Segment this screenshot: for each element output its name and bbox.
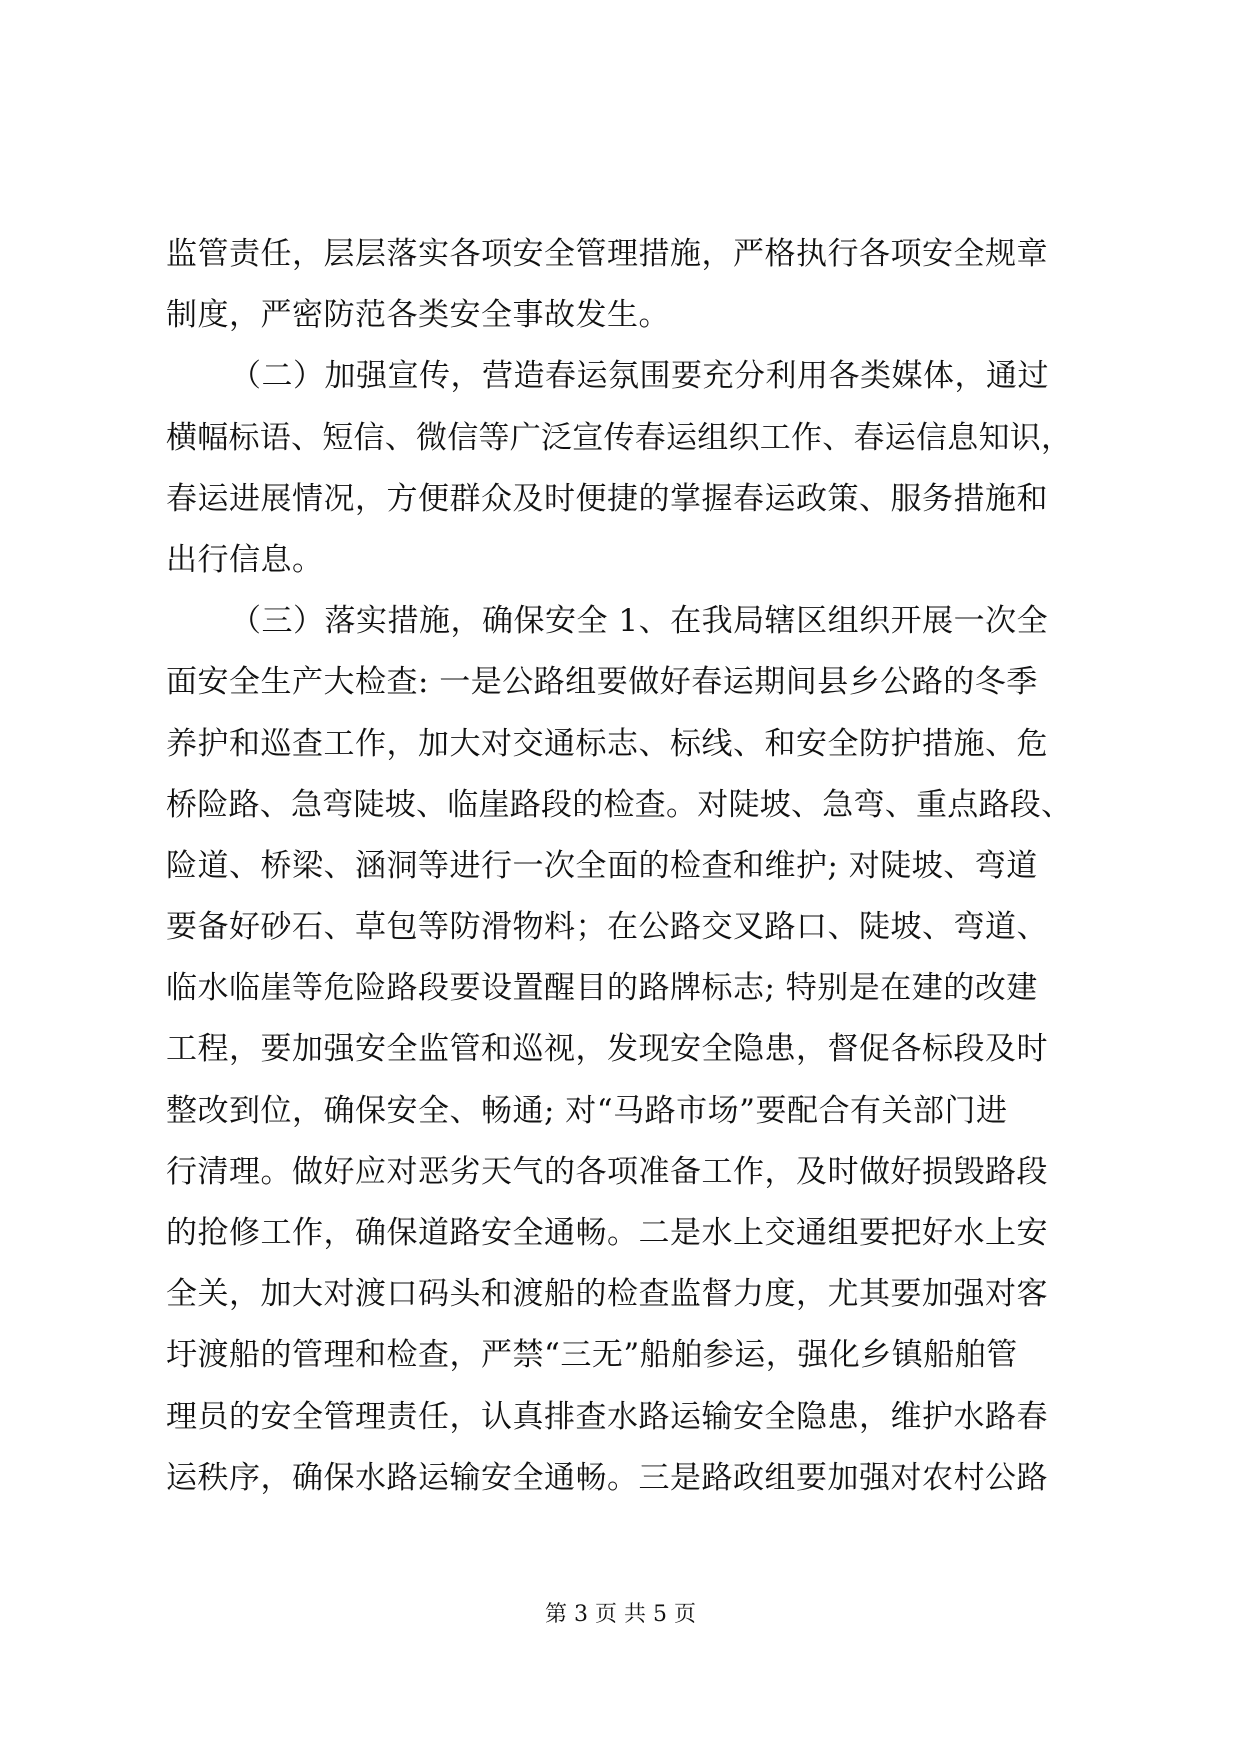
paragraph-start-line: （三）落实措施，确保安全 1、在我局辖区组织开展一次全 (230, 603, 1049, 640)
text-line: 横幅标语、短信、微信等广泛宣传春运组织工作、春运信息知识， (166, 419, 1073, 456)
text-line: 临水临崖等危险路段要设置醒目的路牌标志; 特别是在建的改建 (166, 970, 1038, 1007)
text-line: 面安全生产大检查: 一是公路组要做好春运期间县乡公路的冬季 (166, 664, 1038, 701)
text-line: 出行信息。 (166, 541, 324, 578)
text-line: 养护和巡查工作，加大对交通标志、标线、和安全防护措施、危 (166, 725, 1048, 762)
text-line: 桥险路、急弯陡坡、临崖路段的检查。对陡坡、急弯、重点路段、 (166, 786, 1073, 823)
text-line: 整改到位，确保安全、畅通; 对“马路市场”要配合有关部门进 (166, 1092, 1008, 1129)
text-line: 工程，要加强安全监管和巡视，发现安全隐患，督促各标段及时 (166, 1031, 1048, 1068)
text-line: 圩渡船的管理和检查，严禁“三无”船舶参运，强化乡镇船舶管 (166, 1337, 1018, 1374)
text-line: 运秩序，确保水路运输安全通畅。三是路政组要加强对农村公路 (166, 1459, 1048, 1496)
text-line: 监管责任，层层落实各项安全管理措施，严格执行各项安全规章 (166, 236, 1048, 272)
text-line: 险道、桥梁、涵洞等进行一次全面的检查和维护; 对陡坡、弯道 (166, 847, 1038, 884)
body-text (166, 224, 1078, 1509)
page-number-footer: 第 3 页 共 5 页 (545, 1602, 696, 1627)
text-line: 春运进展情况，方便群众及时便捷的掌握春运政策、服务措施和 (166, 480, 1048, 517)
paragraph-start-line: （二）加强宣传，营造春运氛围要充分利用各类媒体，通过 (230, 358, 1049, 395)
text-line: 要备好砂石、草包等防滑物料；在公路交叉路口、陡坡、弯道、 (166, 909, 1048, 946)
text-line: 理员的安全管理责任，认真排查水路运输安全隐患，维护水路春 (166, 1398, 1048, 1435)
text-line: 的抢修工作，确保道路安全通畅。二是水上交通组要把好水上安 (166, 1215, 1048, 1251)
text-line: 制度，严密防范各类安全事故发生。 (166, 297, 670, 334)
text-line: 行清理。做好应对恶劣天气的各项准备工作，及时做好损毁路段 (166, 1153, 1048, 1190)
text-line: 全关，加大对渡口码头和渡船的检查监督力度，尤其要加强对客 (166, 1276, 1048, 1313)
